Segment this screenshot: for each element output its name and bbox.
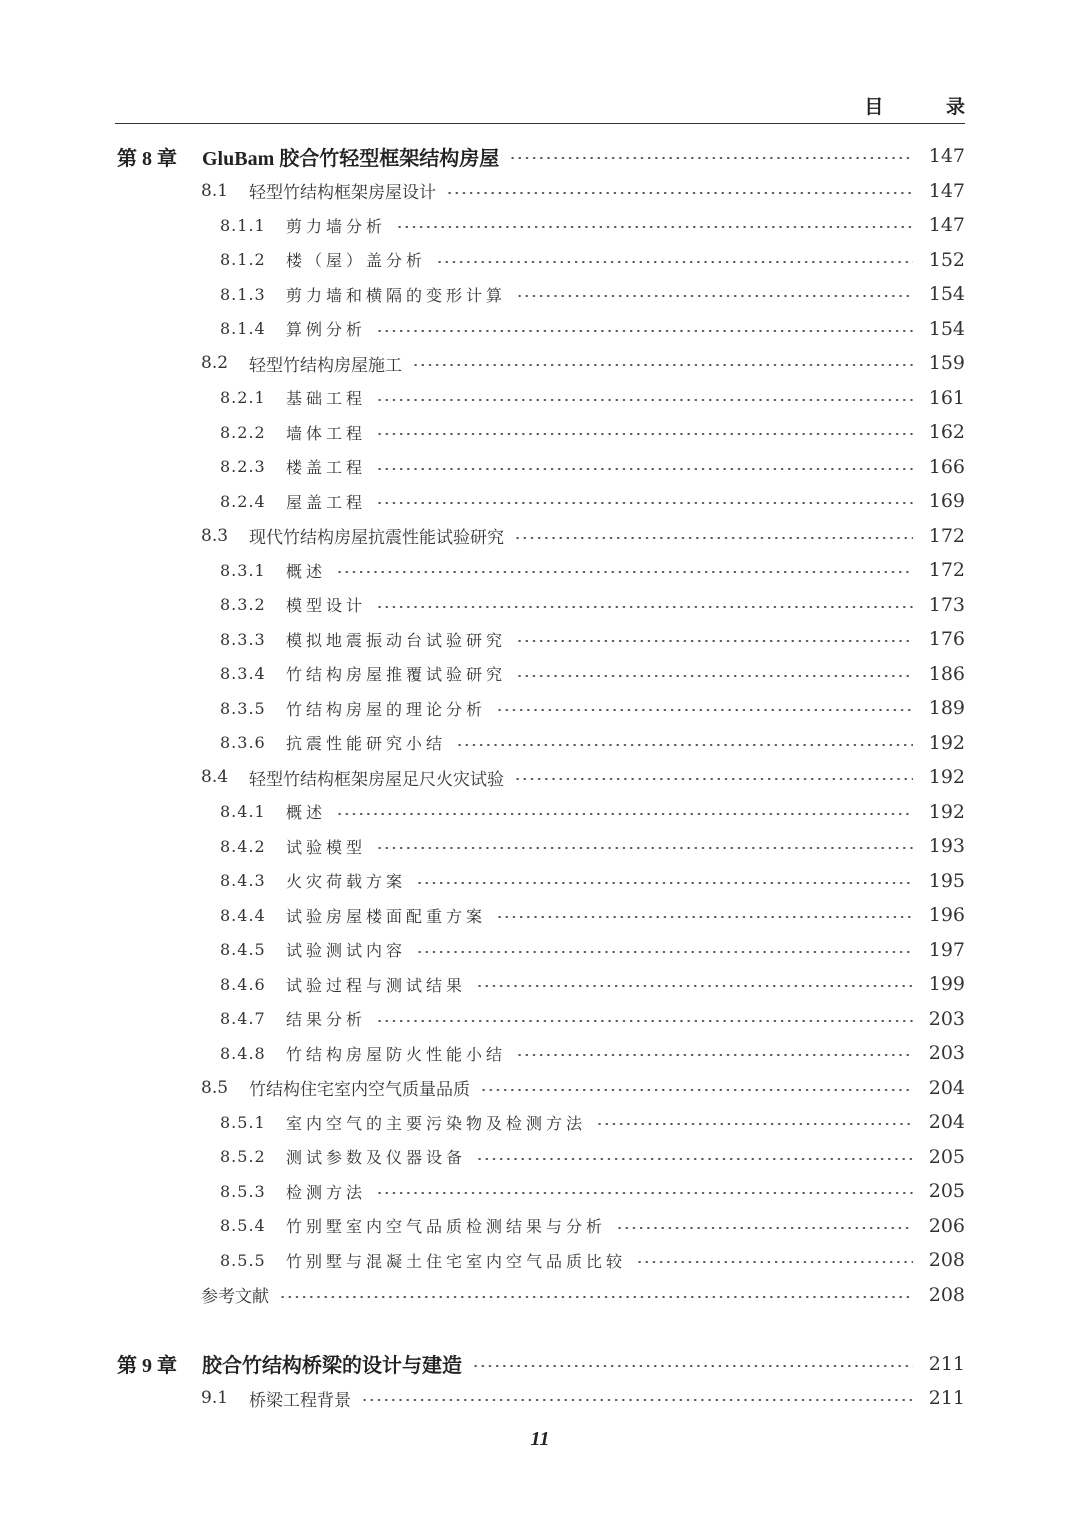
- toc-entry-page: 192: [928, 800, 965, 823]
- toc-entry-lead: [0, 800, 925, 823]
- toc-entry-sub[interactable]: [0, 277, 1080, 311]
- dot-leader: [496, 916, 913, 918]
- toc-entry-title: 算例分析: [286, 320, 367, 339]
- toc-entry-lead: [0, 628, 925, 651]
- toc-entry-page: 208: [928, 1283, 965, 1306]
- toc-entry-number: 8.5.2: [220, 1147, 266, 1166]
- toc-entry-chapter[interactable]: [0, 1347, 1080, 1381]
- toc-entry-number: 8.2.2: [220, 422, 266, 442]
- toc-entry-lead: [0, 1042, 925, 1065]
- toc-entry-page: 147: [928, 214, 965, 236]
- toc-entry-lead: [0, 904, 925, 927]
- toc-entry-page: 199: [928, 973, 965, 995]
- toc-entry-title: 模拟地震振动台试验研究: [286, 630, 507, 650]
- toc-entry-page: 203: [928, 1042, 965, 1064]
- toc-entry-sub[interactable]: [0, 1036, 1080, 1070]
- toc-entry-title: 剪力墙和横隔的变形计算: [286, 285, 507, 305]
- toc-entry-title: 现代竹结构房屋抗震性能试验研究: [249, 528, 504, 548]
- toc-entry-number: 8.4.5: [220, 940, 266, 959]
- toc-entry-title: 概述: [286, 561, 327, 581]
- toc-entry-sub[interactable]: [0, 415, 1080, 449]
- toc-entry-title: 剪力墙分析: [286, 216, 387, 236]
- toc-entry-sub[interactable]: [0, 553, 1080, 587]
- dot-leader: [376, 1192, 913, 1194]
- toc-entry-title: 概述: [286, 803, 327, 822]
- toc-entry-title: 模型设计: [286, 596, 367, 615]
- toc-entry-lead: [0, 1180, 925, 1203]
- page-number: 11: [530, 1428, 550, 1450]
- toc-entry-page: 205: [928, 1180, 965, 1202]
- dot-leader: [516, 1054, 913, 1056]
- toc-entry-number: 8.5.1: [220, 1112, 266, 1132]
- toc-entry-lead: [0, 523, 925, 548]
- toc-entry-number: 8.4.7: [220, 1009, 266, 1028]
- dot-leader: [376, 502, 913, 504]
- toc-entry-title: 测试参数及仪器设备: [286, 1148, 467, 1167]
- toc-entry-title: 试验房屋楼面配重方案: [286, 906, 487, 926]
- toc-entry-number: 8.1.4: [220, 319, 266, 338]
- toc-entry-number: 8.3.4: [220, 664, 266, 683]
- toc-entry-page: 173: [928, 593, 965, 616]
- dot-leader: [376, 433, 913, 435]
- dot-leader: [509, 157, 913, 159]
- toc-entry-lead: [0, 386, 925, 409]
- toc-entry-sub[interactable]: [0, 1243, 1080, 1277]
- toc-entry-lead: [0, 1386, 925, 1411]
- toc-entry-number: 8.3.1: [220, 560, 266, 580]
- toc-entry-number: 8.3.6: [220, 733, 266, 752]
- toc-entry-page: 192: [928, 766, 965, 788]
- toc-entry-number: 8.2.4: [220, 491, 266, 511]
- toc-entry-page: 204: [928, 1111, 965, 1133]
- dot-leader: [480, 1089, 913, 1091]
- toc-entry-number: 8.1.3: [220, 284, 266, 304]
- toc-entry-page: 147: [928, 179, 965, 202]
- toc-entry-title: 轻型竹结构框架房屋足尺火灾试验: [249, 769, 504, 790]
- toc-entry-page: 211: [928, 1352, 965, 1375]
- toc-entry-lead: [0, 973, 925, 996]
- dot-leader: [376, 330, 913, 332]
- toc-entry-page: 189: [928, 697, 965, 719]
- toc-entry-sub[interactable]: [0, 864, 1080, 898]
- toc-entry-sub[interactable]: [0, 726, 1080, 760]
- toc-entry-title: 竹结构住宅室内空气质量品质: [249, 1080, 470, 1100]
- toc-entry-number: 8.3.2: [220, 595, 266, 614]
- toc-entry-page: 159: [928, 352, 965, 374]
- toc-entry-number: 8.4.1: [220, 802, 266, 821]
- dot-leader: [472, 1365, 913, 1367]
- toc-entry-section[interactable]: [0, 174, 1080, 208]
- toc-entry-sub[interactable]: [0, 1002, 1080, 1036]
- toc-entry-lead: [0, 351, 925, 376]
- toc-entry-sub[interactable]: [0, 898, 1080, 932]
- toc-entry-sub[interactable]: [0, 208, 1080, 242]
- toc-entry-page: 211: [928, 1387, 965, 1409]
- toc-entry-lead: [0, 1282, 925, 1307]
- toc-entry-lead: [0, 938, 925, 961]
- dot-leader: [596, 1123, 913, 1125]
- toc-entry-number: 8.5: [201, 1077, 229, 1098]
- toc-entry-sub[interactable]: [0, 588, 1080, 622]
- toc-entry-sub[interactable]: [0, 450, 1080, 484]
- toc-entry-page: 195: [928, 869, 965, 892]
- toc-entry-sub[interactable]: [0, 484, 1080, 518]
- toc-entry-page: 176: [928, 628, 965, 650]
- toc-entry-page: 166: [928, 455, 965, 478]
- dot-leader: [396, 226, 913, 228]
- toc-entry-number: 8.4.3: [220, 871, 266, 890]
- toc-entry-number: 8.4.4: [220, 905, 266, 925]
- toc-entry-lead: [0, 248, 925, 271]
- dot-leader: [279, 1296, 913, 1298]
- toc-entry-number: 第 8 章: [117, 147, 177, 170]
- toc-entry-sub[interactable]: [0, 312, 1080, 346]
- toc-entry-title: 室内空气的主要污染物及检测方法: [286, 1113, 587, 1133]
- toc-entry-number: 8.2.3: [220, 457, 266, 476]
- toc-entry-page: 193: [928, 835, 965, 857]
- toc-entry-number: 第 9 章: [117, 1355, 177, 1377]
- toc-entry-sub[interactable]: [0, 829, 1080, 863]
- toc-entry-title: GluBam 胶合竹轻型框架结构房屋: [202, 147, 500, 170]
- toc-entry-title: 墙体工程: [286, 423, 367, 443]
- toc-entry-number: 8.4.2: [220, 836, 266, 856]
- toc-entry-page: 172: [928, 559, 965, 581]
- toc-entry-title: 基础工程: [286, 389, 367, 408]
- toc-entry-lead: [0, 697, 925, 720]
- toc-entry-title: 竹结构房屋的理论分析: [286, 699, 487, 719]
- toc-entry-section[interactable]: [0, 1071, 1080, 1105]
- toc-entry-number: 8.5.4: [220, 1216, 266, 1235]
- toc-entry-page: 206: [928, 1214, 965, 1237]
- toc-entry-number: 8.1.2: [220, 250, 266, 269]
- dot-leader: [361, 1399, 913, 1401]
- toc-entry-number: 8.1: [201, 180, 229, 201]
- toc-entry-title: 火灾荷载方案: [286, 872, 407, 891]
- toc-entry-number: 8.3.5: [220, 698, 266, 718]
- toc-entry-lead: [0, 455, 925, 478]
- toc-entry-title: 楼盖工程: [286, 458, 367, 477]
- toc-entry-title: 竹结构房屋防火性能小结: [286, 1044, 507, 1064]
- toc-entry-lead: [0, 178, 925, 203]
- toc-entry-page: 197: [928, 938, 965, 961]
- toc-entry-page: 162: [928, 421, 965, 443]
- toc-entry-ref[interactable]: [0, 1278, 1080, 1312]
- toc-entry-sub[interactable]: [0, 1105, 1080, 1139]
- toc-entry-page: 203: [928, 1007, 965, 1030]
- toc-entry-number: 8.4: [201, 767, 229, 787]
- toc-entry-title: 试验模型: [286, 837, 367, 857]
- dot-leader: [616, 1227, 913, 1229]
- dot-leader: [476, 985, 913, 987]
- toc-entry-lead: [0, 869, 925, 892]
- toc-entry-lead: [0, 1214, 925, 1237]
- dot-leader: [456, 744, 913, 746]
- toc-entry-title: 检测方法: [286, 1182, 367, 1202]
- toc-entry-number: 8.2.1: [220, 388, 266, 407]
- dot-leader: [376, 468, 913, 470]
- toc-entry-page: 192: [928, 731, 965, 754]
- toc-entry-sub[interactable]: [0, 1174, 1080, 1208]
- dot-leader: [514, 537, 913, 539]
- toc-entry-number: 8.3: [201, 525, 229, 546]
- toc-entry-title: 结果分析: [286, 1010, 367, 1029]
- toc-entry-lead: [0, 765, 925, 790]
- toc-entry-title: 试验测试内容: [286, 941, 407, 960]
- dot-leader: [496, 709, 913, 711]
- toc-entry-title: 竹结构房屋推覆试验研究: [286, 665, 507, 684]
- dot-leader: [416, 882, 913, 884]
- toc-entry-sub[interactable]: [0, 933, 1080, 967]
- toc-entry-number: 8.5.5: [220, 1250, 266, 1270]
- toc-entry-section[interactable]: [0, 760, 1080, 794]
- toc-entry-lead: [0, 662, 925, 685]
- toc-entry-lead: [0, 317, 925, 340]
- toc-entry-title: 轻型竹结构房屋施工: [249, 355, 402, 376]
- toc-entry-sub[interactable]: [0, 1140, 1080, 1174]
- toc-entry-number: 8.3.3: [220, 629, 266, 649]
- toc-entry-page: 154: [928, 317, 965, 340]
- toc-entry-page: 205: [928, 1145, 965, 1168]
- toc-entry-title: 楼（屋）盖分析: [286, 251, 427, 270]
- toc-entry-lead: [0, 1111, 925, 1134]
- dot-leader: [336, 813, 913, 815]
- toc-entry-lead: [0, 421, 925, 444]
- dot-leader: [476, 1158, 913, 1160]
- dot-leader: [376, 399, 913, 401]
- toc-entry-page: 208: [928, 1249, 965, 1271]
- toc-entry-page: 169: [928, 490, 965, 512]
- toc-entry-lead: [0, 559, 925, 582]
- toc-entry-section[interactable]: [0, 519, 1080, 553]
- toc-entry-title: 抗震性能研究小结: [286, 734, 447, 753]
- toc-entry-title: 轻型竹结构框架房屋设计: [249, 183, 436, 203]
- toc-entry-section[interactable]: [0, 1381, 1080, 1415]
- toc-entry-section[interactable]: [0, 346, 1080, 380]
- toc-entry-sub[interactable]: [0, 622, 1080, 656]
- toc-entry-chapter[interactable]: [0, 139, 1080, 173]
- toc-entry-page: 196: [928, 904, 965, 926]
- toc-entry-lead: [0, 490, 925, 513]
- toc-entry-lead: [0, 214, 925, 237]
- dot-leader: [514, 778, 913, 780]
- toc-entry-page: 152: [928, 248, 965, 271]
- dot-leader: [336, 571, 913, 573]
- toc-entry-sub[interactable]: [0, 243, 1080, 277]
- toc-entry-sub[interactable]: [0, 657, 1080, 691]
- toc-entry-lead: [0, 1007, 925, 1030]
- dot-leader: [436, 261, 913, 263]
- toc-entry-title: 试验过程与测试结果: [286, 975, 467, 995]
- header-rule: [115, 123, 965, 124]
- toc-entry-page: 147: [928, 145, 965, 167]
- toc-entry-sub[interactable]: [0, 691, 1080, 725]
- toc-entry-title: 参考文献: [201, 1287, 269, 1307]
- page-header-title: 目 录: [864, 96, 993, 118]
- toc-entry-number: 8.5.3: [220, 1181, 266, 1201]
- toc-entry-sub[interactable]: [0, 381, 1080, 415]
- dot-leader: [636, 1261, 913, 1263]
- dot-leader: [376, 1020, 913, 1022]
- toc-entry-title: 桥梁工程背景: [249, 1390, 351, 1411]
- toc-entry-title: 竹别墅室内空气品质检测结果与分析: [286, 1217, 607, 1236]
- dot-leader: [412, 364, 913, 366]
- toc-entry-lead: [0, 593, 925, 616]
- dot-leader: [376, 606, 913, 608]
- toc-entry-page: 172: [928, 524, 965, 547]
- toc-entry-page: 186: [928, 662, 965, 685]
- toc-entry-lead: [0, 1145, 925, 1168]
- toc-entry-lead: [0, 1075, 925, 1100]
- toc-entry-sub[interactable]: [0, 795, 1080, 829]
- toc-entry-page: 161: [928, 386, 965, 409]
- toc-entry-page: 154: [928, 283, 965, 305]
- toc-entry-title: 屋盖工程: [286, 492, 367, 512]
- toc-entry-number: 9.1: [201, 1388, 229, 1408]
- toc-entry-number: 8.1.1: [220, 215, 266, 235]
- dot-leader: [446, 192, 913, 194]
- toc-entry-lead: [0, 283, 925, 306]
- dot-leader: [516, 640, 913, 642]
- toc-entry-lead: [0, 1249, 925, 1272]
- toc-entry-title: 竹别墅与混凝土住宅室内空气品质比较: [286, 1251, 627, 1271]
- toc-entry-number: 8.2: [201, 353, 229, 373]
- dot-leader: [516, 295, 913, 297]
- dot-leader: [376, 847, 913, 849]
- toc-entry-title: 胶合竹结构桥梁的设计与建造: [202, 1355, 462, 1377]
- toc-entry-lead: [0, 1349, 925, 1378]
- toc-entry-lead: [0, 731, 925, 754]
- toc-entry-page: 204: [928, 1076, 965, 1099]
- toc-entry-number: 8.4.6: [220, 974, 266, 994]
- toc-entry-sub[interactable]: [0, 967, 1080, 1001]
- dot-leader: [516, 675, 913, 677]
- dot-leader: [416, 951, 913, 953]
- toc-entry-number: 8.4.8: [220, 1043, 266, 1063]
- toc-entry-lead: [0, 142, 925, 171]
- toc-entry-sub[interactable]: [0, 1209, 1080, 1243]
- toc-entry-lead: [0, 835, 925, 858]
